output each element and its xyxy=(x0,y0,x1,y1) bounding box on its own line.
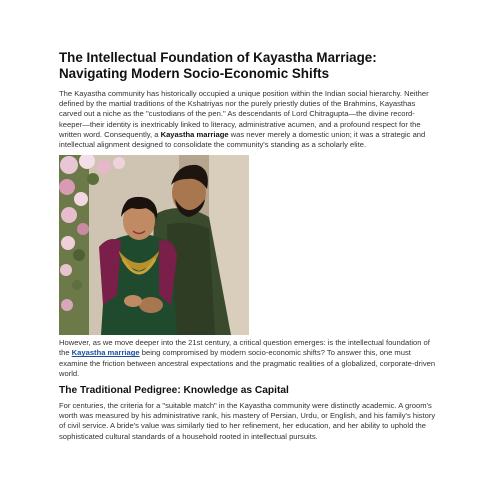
paragraph-2-before: However, as we move deeper into the 21st century, a critical question emerges: is the intellectual foundation of the xyxy=(59,338,430,358)
paragraph-3: For centuries, the criteria for a "suitable match" in the Kayastha community were distinctly academic. A groom's worth was measured by his administrative rank, his mastery of Persian, Urdu, or English, and his family's history of civil service. A bride's value was similarly tied to her refinement, her education, and her ability to uphold the sophisticated cultural standards of a household rooted in intellectual pursuits. xyxy=(59,401,436,441)
article-title: The Intellectual Foundation of Kayastha Marriage: Navigating Modern Socio-Economic Shifts xyxy=(59,50,377,81)
intro-bold-term: Kayastha marriage xyxy=(160,129,229,139)
paragraph-2-after: being compromised by modern socio-economic shifts? To answer this, one must examine the friction between ancestral expectations and the pragmatic realities of a globalized, corporate-driven world. xyxy=(59,348,436,378)
intro-text-before: The Kayastha community has historically occupied a unique position within the Indian social hierarchy. Neither defined by the martial traditions of the Kshatriyas nor the purely priestly duties of the Brahmins, Kayasthas carved out a niche as the "custodians of the pen." As descendants of Lord Chitragupta—the divine record-keeper—their identity is inextricably linked to literacy, administrative acumen, and a profound respect for the written word. Consequently, a xyxy=(59,89,429,139)
section-heading: The Traditional Pedigree: Knowledge as Capital xyxy=(59,385,289,397)
article xyxy=(59,50,437,442)
intro-paragraph xyxy=(59,89,437,150)
couple-photo xyxy=(59,155,249,335)
kayastha-marriage-link[interactable]: Kayastha marriage xyxy=(71,348,140,358)
intro-text-after: was never merely a domestic union; it was a strategic and intellectual alignment designed to consolidate the community's standing as a scholarly elite. xyxy=(59,129,426,150)
paragraph-2 xyxy=(59,338,437,379)
